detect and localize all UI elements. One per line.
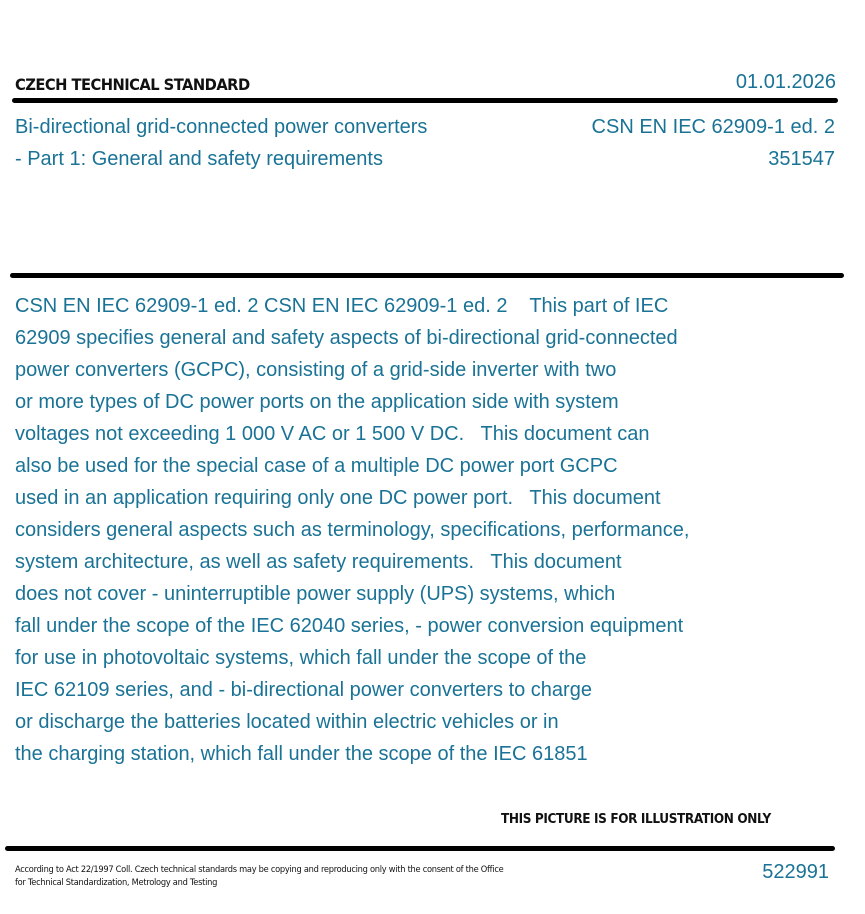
title-divider (10, 273, 844, 278)
legal-notice (15, 864, 503, 890)
abstract-line: the charging station, which fall under the scope of the IEC 61851 (15, 743, 588, 765)
legal-notice-line: for Technical Standardization, Metrology and Testing (15, 878, 218, 888)
abstract-line: IEC 62109 series, and - bi-directional power converters to charge (15, 679, 592, 701)
footer-divider (5, 846, 835, 851)
abstract-line: also be used for the special case of a multiple DC power port GCPC (15, 455, 618, 477)
abstract-line: used in an application requiring only one DC power port. This document (15, 487, 661, 509)
abstract-line: does not cover - uninterruptible power supply (UPS) systems, which (15, 583, 616, 605)
abstract-line: or more types of DC power ports on the application side with system (15, 391, 619, 413)
abstract-text (15, 290, 775, 770)
abstract-line: system architecture, as well as safety requirements. This document (15, 551, 622, 573)
abstract-line: or discharge the batteries located within electric vehicles or in (15, 711, 559, 733)
abstract-line: fall under the scope of the IEC 62040 series, - power conversion equipment (15, 615, 684, 637)
abstract-line: for use in photovoltaic systems, which fall under the scope of the (15, 647, 587, 669)
abstract-line: voltages not exceeding 1 000 V AC or 1 500 V DC. This document can (15, 423, 650, 445)
catalog-number: 522991 (762, 861, 829, 883)
abstract-line: power converters (GCPC), consisting of a grid-side inverter with two (15, 359, 617, 381)
publication-date: 01.01.2026 (735, 71, 836, 93)
header-divider (12, 98, 838, 103)
standard-type-label: CZECH TECHNICAL STANDARD (15, 75, 250, 94)
abstract-line: CSN EN IEC 62909-1 ed. 2 CSN EN IEC 62909-1 ed. 2 This part of IEC (15, 295, 669, 317)
abstract-line: 62909 specifies general and safety aspects of bi-directional grid-connected (15, 327, 678, 349)
standard-number: 351547 (768, 148, 835, 170)
abstract-line: considers general aspects such as terminology, specifications, performance, (15, 519, 690, 541)
standard-code: CSN EN IEC 62909-1 ed. 2 (591, 116, 835, 138)
document-title-line-1: Bi-directional grid-connected power converters (15, 116, 428, 138)
document-title-line-2: - Part 1: General and safety requirements (15, 148, 383, 170)
illustration-notice: THIS PICTURE IS FOR ILLUSTRATION ONLY (501, 812, 771, 827)
legal-notice-line: According to Act 22/1997 Coll. Czech technical standards may be copying and reproducing only with the consent of the Office (15, 865, 504, 875)
